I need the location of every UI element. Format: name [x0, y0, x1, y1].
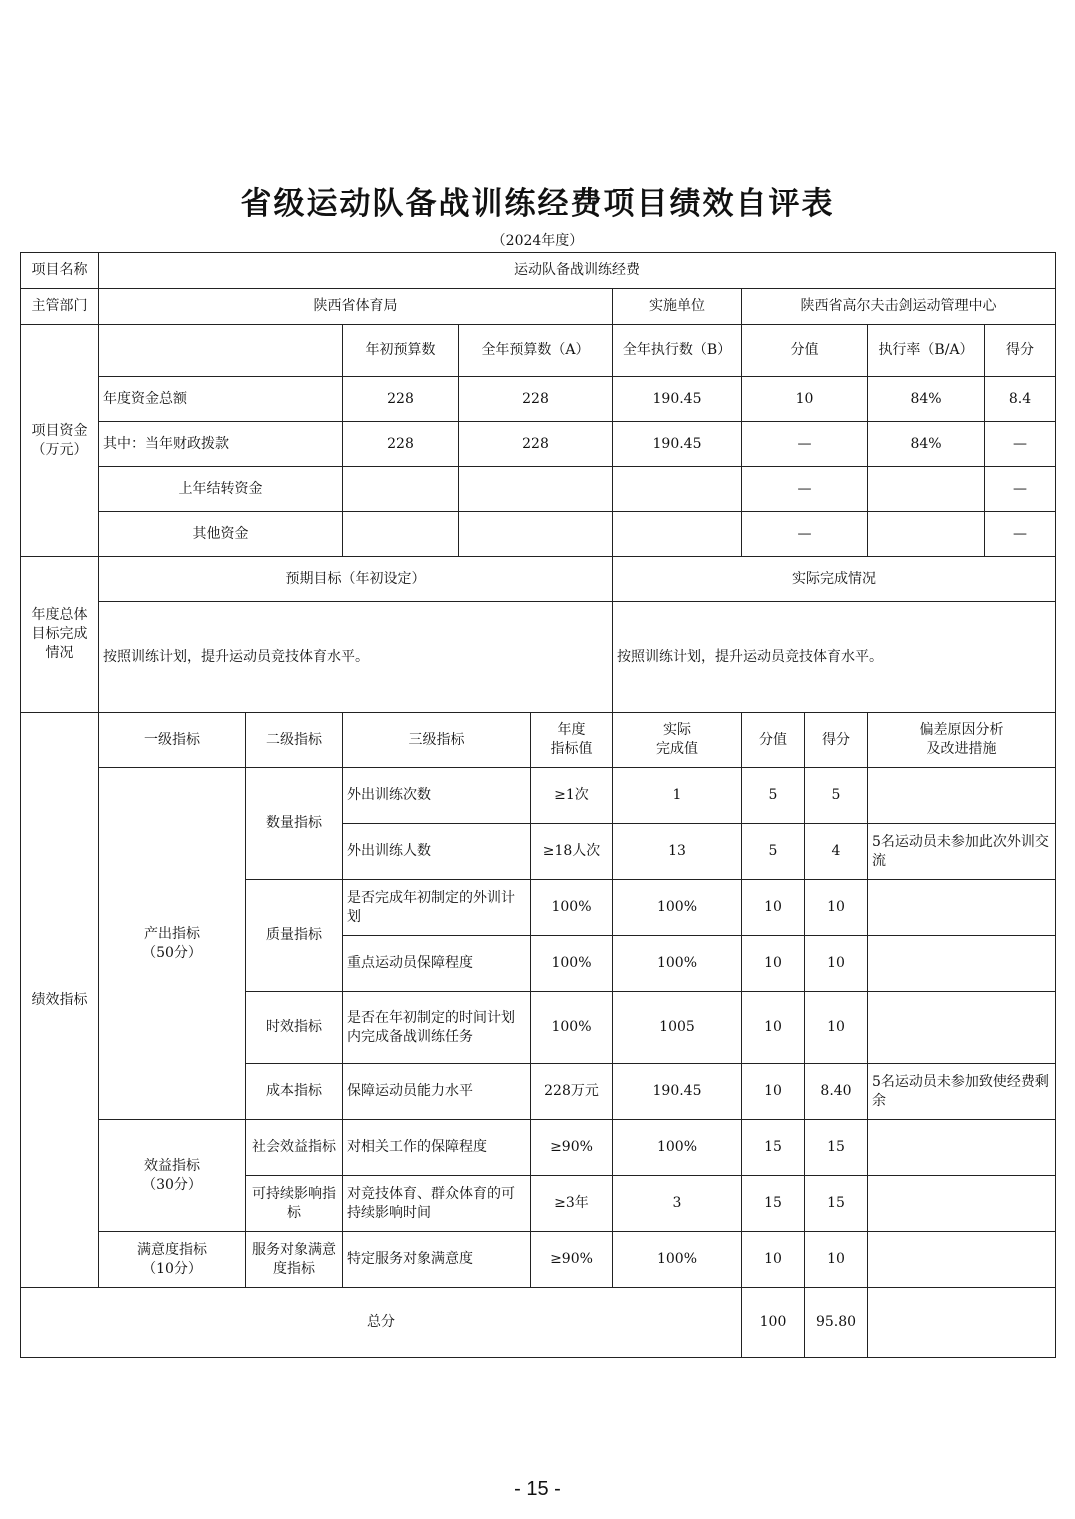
funds-cell [459, 512, 613, 557]
indicator-name: 对相关工作的保障程度 [343, 1120, 531, 1176]
project-name-value: 运动队备战训练经费 [99, 253, 1056, 289]
indicator-score: 8.40 [805, 1064, 868, 1120]
funds-cell: 84% [868, 377, 985, 422]
funds-cell [613, 467, 742, 512]
social-benefit-indicator-label: 社会效益指标 [246, 1120, 343, 1176]
indicator-score: 10 [805, 936, 868, 992]
indicator-name: 外出训练次数 [343, 768, 531, 824]
output-indicator-label: 产出指标 （50分） [99, 768, 246, 1120]
indicator-reason [868, 992, 1056, 1064]
funds-row [21, 422, 1056, 467]
funds-cell: — [985, 422, 1056, 467]
indicator-score-value: 5 [742, 824, 805, 880]
funds-header-cell: 执行率（B/A） [868, 325, 985, 377]
funds-cell: — [985, 512, 1056, 557]
funds-header-cell: 全年执行数（B） [613, 325, 742, 377]
benefit-indicator-label: 效益指标 （30分） [99, 1120, 246, 1232]
indicator-score-value: 10 [742, 1232, 805, 1288]
goals-expected-text: 按照训练计划，提升运动员竞技体育水平。 [99, 602, 613, 713]
indicator-name: 是否在年初制定的时间计划内完成备战训练任务 [343, 992, 531, 1064]
total-score-value: 100 [742, 1288, 805, 1358]
funds-row-label: 上年结转资金 [99, 467, 343, 512]
cost-indicator-label: 成本指标 [246, 1064, 343, 1120]
quantity-indicator-label: 数量指标 [246, 768, 343, 880]
indicator-reason [868, 880, 1056, 936]
perf-header-row [21, 713, 1056, 768]
funds-cell [868, 512, 985, 557]
page-number: - 15 - [514, 1478, 561, 1500]
department-row [21, 289, 1056, 325]
goals-expected-label: 预期目标（年初设定） [99, 557, 613, 602]
perf-header-cell: 年度 指标值 [531, 713, 613, 768]
total-score: 95.80 [805, 1288, 868, 1358]
indicator-actual: 13 [613, 824, 742, 880]
perf-label: 绩效指标 [21, 713, 99, 1288]
indicator-name: 特定服务对象满意度 [343, 1232, 531, 1288]
indicator-score-value: 10 [742, 992, 805, 1064]
perf-header-cell: 三级指标 [343, 713, 531, 768]
indicator-actual: 190.45 [613, 1064, 742, 1120]
funds-cell: 190.45 [613, 377, 742, 422]
goals-actual-label: 实际完成情况 [613, 557, 1056, 602]
perf-header-cell: 实际 完成值 [613, 713, 742, 768]
indicator-name: 外出训练人数 [343, 824, 531, 880]
funds-cell [613, 512, 742, 557]
project-name-label: 项目名称 [21, 253, 99, 289]
indicator-actual: 100% [613, 1120, 742, 1176]
sustainability-indicator-label: 可持续影响指标 [246, 1176, 343, 1232]
perf-header-cell: 得分 [805, 713, 868, 768]
indicator-score-value: 10 [742, 880, 805, 936]
indicator-actual: 100% [613, 1232, 742, 1288]
perf-header-cell: 二级指标 [246, 713, 343, 768]
funds-cell: — [742, 422, 868, 467]
funds-cell [459, 467, 613, 512]
indicator-actual: 100% [613, 880, 742, 936]
goals-header-row [21, 557, 1056, 602]
satisfaction-indicator-label: 满意度指标 （10分） [99, 1232, 246, 1288]
indicator-target: 100% [531, 992, 613, 1064]
funds-cell: 10 [742, 377, 868, 422]
indicator-target: ≥1次 [531, 768, 613, 824]
funds-row [21, 467, 1056, 512]
project-name-row [21, 253, 1056, 289]
timeliness-indicator-label: 时效指标 [246, 992, 343, 1064]
funds-cell [343, 467, 459, 512]
indicator-reason [868, 936, 1056, 992]
indicator-name: 对竞技体育、群众体育的可持续影响时间 [343, 1176, 531, 1232]
funds-header-cell: 分值 [742, 325, 868, 377]
indicator-score: 10 [805, 1232, 868, 1288]
funds-cell: 228 [459, 377, 613, 422]
funds-cell: 8.4 [985, 377, 1056, 422]
indicator-target: 100% [531, 936, 613, 992]
funds-cell: 228 [459, 422, 613, 467]
indicator-actual: 100% [613, 936, 742, 992]
indicator-score-value: 10 [742, 1064, 805, 1120]
implementer-label: 实施单位 [613, 289, 742, 325]
evaluation-table [20, 252, 1056, 1358]
funds-row-label: 年度资金总额 [99, 377, 343, 422]
perf-header-cell: 分值 [742, 713, 805, 768]
indicator-score: 10 [805, 992, 868, 1064]
perf-header-cell: 偏差原因分析 及改进措施 [868, 713, 1056, 768]
indicator-reason [868, 1120, 1056, 1176]
indicator-reason: 5名运动员未参加致使经费剩余 [868, 1064, 1056, 1120]
indicator-actual: 1 [613, 768, 742, 824]
indicator-score: 10 [805, 880, 868, 936]
indicator-reason [868, 1176, 1056, 1232]
indicator-score-value: 15 [742, 1176, 805, 1232]
service-satisfaction-indicator-label: 服务对象满意度指标 [246, 1232, 343, 1288]
indicator-target: 228万元 [531, 1064, 613, 1120]
indicator-target: ≥90% [531, 1232, 613, 1288]
funds-cell [343, 512, 459, 557]
indicator-score: 4 [805, 824, 868, 880]
indicator-actual: 1005 [613, 992, 742, 1064]
funds-header-cell: 全年预算数（A） [459, 325, 613, 377]
indicator-target: 100% [531, 880, 613, 936]
total-row [21, 1288, 1056, 1358]
indicator-reason [868, 1232, 1056, 1288]
indicator-score: 15 [805, 1176, 868, 1232]
perf-row [21, 1232, 1056, 1288]
funds-cell [868, 467, 985, 512]
goals-actual-text: 按照训练计划，提升运动员竞技体育水平。 [613, 602, 1056, 713]
indicator-score: 5 [805, 768, 868, 824]
indicator-target: ≥3年 [531, 1176, 613, 1232]
perf-row [21, 768, 1056, 824]
funds-row-label: 其中：当年财政拨款 [99, 422, 343, 467]
department-value: 陕西省体育局 [99, 289, 613, 325]
funds-header-row [21, 325, 1056, 377]
indicator-name: 保障运动员能力水平 [343, 1064, 531, 1120]
indicator-target: ≥90% [531, 1120, 613, 1176]
indicator-reason [868, 768, 1056, 824]
funds-row [21, 512, 1056, 557]
indicator-actual: 3 [613, 1176, 742, 1232]
funds-cell: 84% [868, 422, 985, 467]
funds-row [21, 377, 1056, 422]
funds-cell: 228 [343, 422, 459, 467]
indicator-score-value: 10 [742, 936, 805, 992]
funds-cell: — [742, 467, 868, 512]
indicator-target: ≥18人次 [531, 824, 613, 880]
indicator-reason: 5名运动员未参加此次外训交流 [868, 824, 1056, 880]
implementer-value: 陕西省高尔夫击剑运动管理中心 [742, 289, 1056, 325]
funds-cell: — [985, 467, 1056, 512]
indicator-score: 15 [805, 1120, 868, 1176]
funds-cell: 228 [343, 377, 459, 422]
indicator-score-value: 15 [742, 1120, 805, 1176]
indicator-name: 重点运动员保障程度 [343, 936, 531, 992]
page-title: 省级运动队备战训练经费项目绩效自评表 [240, 186, 835, 222]
funds-row-label: 其他资金 [99, 512, 343, 557]
total-label: 总分 [21, 1288, 742, 1358]
quality-indicator-label: 质量指标 [246, 880, 343, 992]
funds-header-blank [99, 325, 343, 377]
indicator-score-value: 5 [742, 768, 805, 824]
goals-label: 年度总体目标完成情况 [21, 557, 99, 713]
perf-header-cell: 一级指标 [99, 713, 246, 768]
goals-content-row [21, 602, 1056, 713]
indicator-name: 是否完成年初制定的外训计划 [343, 880, 531, 936]
perf-row [21, 1120, 1056, 1176]
funds-header-cell: 得分 [985, 325, 1056, 377]
funds-label: 项目资金（万元） [21, 325, 99, 557]
funds-cell: 190.45 [613, 422, 742, 467]
funds-header-cell: 年初预算数 [343, 325, 459, 377]
department-label: 主管部门 [21, 289, 99, 325]
funds-cell: — [742, 512, 868, 557]
total-reason [868, 1288, 1056, 1358]
year-subtitle: （2024年度） [491, 233, 584, 249]
